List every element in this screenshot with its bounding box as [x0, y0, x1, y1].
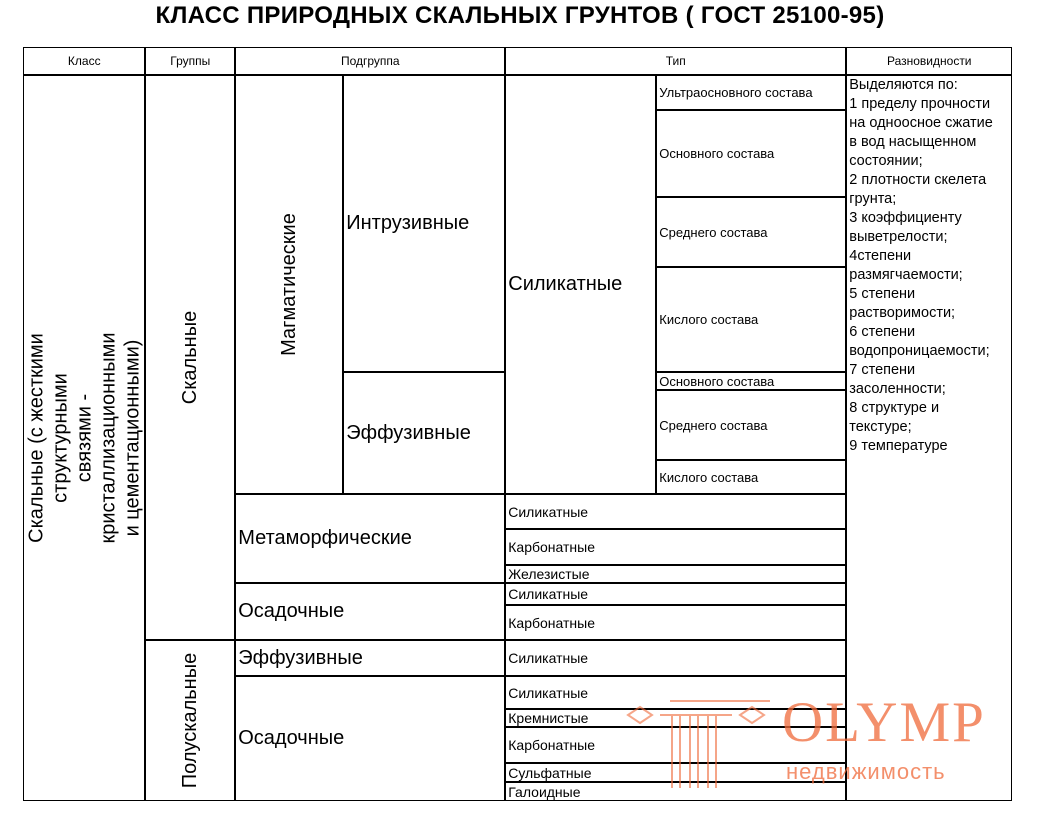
subgroup-osadochnye: Осадочные — [235, 583, 505, 640]
group-skalnye-label: Скальные — [178, 311, 201, 405]
type-kislogo-1: Кислого состава — [656, 267, 846, 372]
type-osad-silikatnye: Силикатные — [505, 583, 846, 605]
variety-line: 1 пределу прочности — [849, 96, 991, 113]
watermark-sub: недвижимость — [786, 759, 946, 784]
variety-line: 6 степени — [849, 324, 916, 341]
type-srednego-2: Среднего состава — [656, 390, 846, 460]
klass-line-2: кристаллизационными и цементационными) — [97, 332, 144, 544]
klass-label — [24, 333, 144, 544]
type-kislogo-2: Кислого состава — [656, 460, 846, 494]
variety-line: растворимости; — [849, 305, 956, 322]
page-title: КЛАСС ПРИРОДНЫХ СКАЛЬНЫХ ГРУНТОВ ( ГОСТ 25100-95) — [155, 2, 885, 29]
variety-line: состоянии; — [849, 153, 923, 170]
type-meta-silikatnye: Силикатные — [505, 494, 846, 529]
subgroup-intruzivnye: Интрузивные — [343, 75, 505, 372]
group-poluskalnye — [145, 640, 235, 801]
subgroup-magmaticheskie-label: Магматические — [277, 213, 300, 357]
subgroup-effuzivnye: Эффузивные — [343, 372, 505, 494]
header-tip: Тип — [505, 47, 846, 75]
group-skalnye — [145, 75, 235, 640]
type-ultraosnovnogo: Ультраосновного состава — [656, 75, 846, 110]
variety-line: 5 степени — [849, 286, 916, 303]
header-raznovidnosti: Разновидности — [846, 47, 1012, 75]
type-srednego-1: Среднего состава — [656, 197, 846, 267]
variety-line: Выделяются по: — [849, 77, 958, 94]
type-semi-osad-karbonatnye: Карбонатные — [505, 727, 846, 763]
variety-line: 4степени — [849, 248, 912, 265]
subgroup-magmaticheskie — [235, 75, 343, 494]
subgroup-semi-osadochnye: Осадочные — [235, 676, 505, 801]
type-silikatnye-magma: Силикатные — [505, 75, 656, 494]
type-meta-zhelezistye: Железистые — [505, 565, 846, 583]
variety-line: на одноосное сжатие — [849, 115, 993, 132]
variety-line: в вод насыщенном — [849, 134, 977, 151]
type-meta-karbonatnye: Карбонатные — [505, 529, 846, 565]
variety-line: размягчаемости; — [849, 267, 963, 284]
variety-line: водопроницаемости; — [849, 343, 990, 360]
type-semi-osad-galoidnye: Галоидные — [505, 782, 846, 801]
klass-cell — [23, 75, 145, 801]
group-poluskalnye-label: Полускальные — [178, 653, 201, 789]
header-podgruppa: Подгруппа — [235, 47, 505, 75]
variety-line: грунта; — [849, 191, 897, 208]
variety-line: 7 степени — [849, 362, 916, 379]
watermark-brand: OLYMP — [782, 691, 986, 754]
variety-line: 9 температуре — [849, 438, 948, 455]
type-osnovnogo-1: Основного состава — [656, 110, 846, 197]
variety-line: 3 коэффициенту — [849, 210, 962, 227]
klass-line-1: Скальные (с жесткими структурными связями - — [25, 333, 96, 544]
header-gruppy: Группы — [145, 47, 235, 75]
variety-line: 8 структуре и — [849, 400, 940, 417]
header-klass: Класс — [23, 47, 145, 75]
variety-line: выветрелости; — [849, 229, 948, 246]
type-semi-osad-sulfatnye: Сульфатные — [505, 763, 846, 782]
varieties-list — [849, 76, 1011, 456]
type-osnovnogo-2: Основного состава — [656, 372, 846, 390]
type-semi-eff-silikatnye: Силикатные — [505, 640, 846, 676]
subgroup-semi-effuzivnye: Эффузивные — [235, 640, 505, 676]
type-osad-karbonatnye: Карбонатные — [505, 605, 846, 640]
variety-line: 2 плотности скелета — [849, 172, 987, 189]
variety-line: засоленности; — [849, 381, 946, 398]
type-semi-osad-silikatnye: Силикатные — [505, 676, 846, 709]
type-semi-osad-kremnistye: Кремнистые — [505, 709, 846, 727]
variety-line: текстуре; — [849, 419, 912, 436]
subgroup-metamorficheskie: Метаморфические — [235, 494, 505, 583]
